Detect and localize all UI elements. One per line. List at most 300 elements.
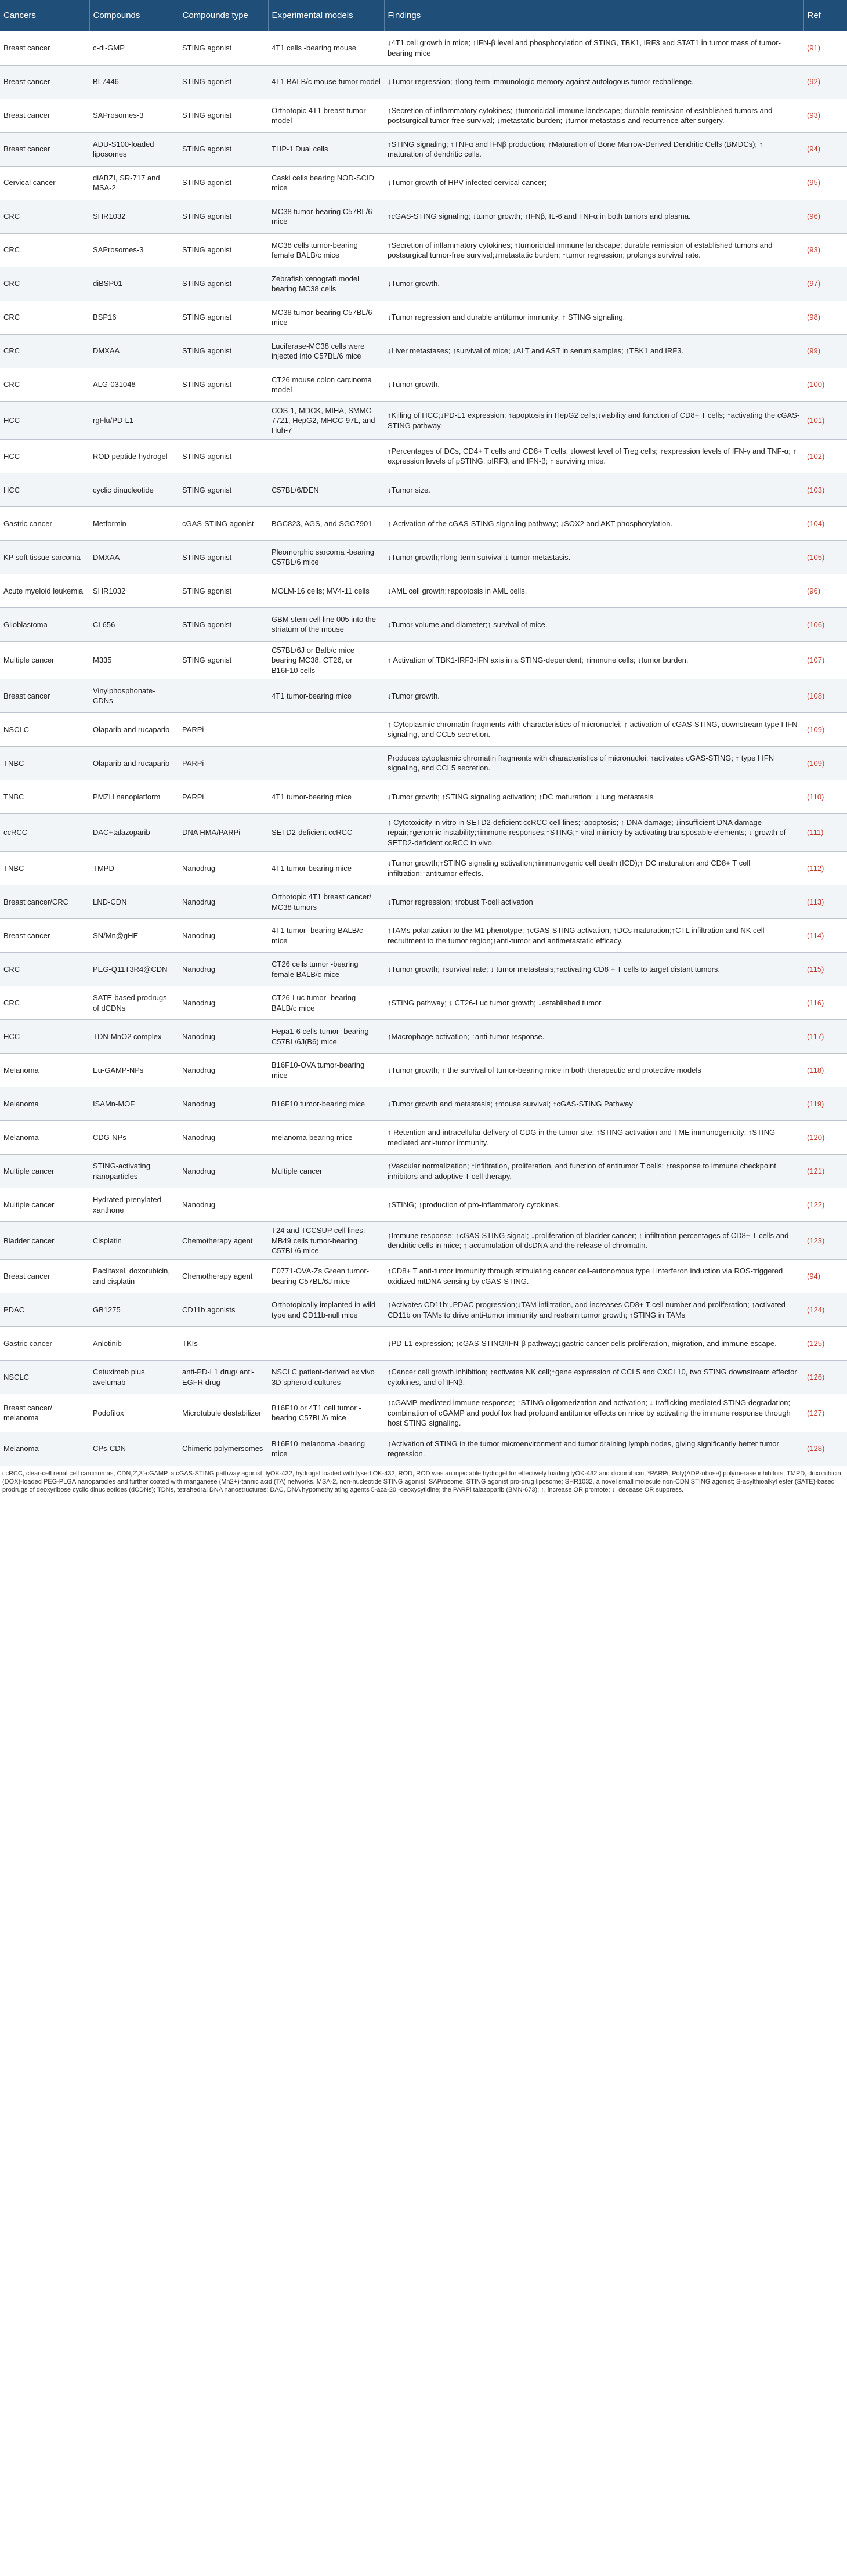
compound-cell: cyclic dinucleotide xyxy=(89,473,179,506)
findings-cell: ↑Killing of HCC;↓PD-L1 expression; ↑apoptosis in HepG2 cells;↓viability and function of CD8+ T cells; ↑activating the cGAS-STING pathway. xyxy=(384,401,803,439)
reference-link[interactable]: (125) xyxy=(803,1327,847,1361)
experimental-model-cell xyxy=(268,712,384,746)
cancer-cell: HCC xyxy=(0,473,89,506)
findings-cell: ↓Tumor size. xyxy=(384,473,803,506)
experimental-model-cell: MC38 tumor-bearing C57BL/6 mice xyxy=(268,301,384,334)
cancer-cell: TNBC xyxy=(0,780,89,813)
reference-link[interactable]: (96) xyxy=(803,574,847,607)
cancer-cell: Multiple cancer xyxy=(0,641,89,679)
experimental-model-cell: Orthotopic 4T1 breast cancer/ MC38 tumors xyxy=(268,885,384,919)
compound-type-cell: cGAS-STING agonist xyxy=(179,506,268,540)
table-row xyxy=(0,166,847,200)
table-row xyxy=(0,233,847,267)
findings-cell: ↑Immune response; ↑cGAS-STING signal; ↓proliferation of bladder cancer; ↑ infiltration percentages of CD8+ T cells and dendritic cells in mice; ↑ accumulation of dsDNA and the release of chromatin. xyxy=(384,1222,803,1260)
findings-cell: ↑ Cytoplasmic chromatin fragments with characteristics of micronuclei; ↑ activation of cGAS-STING, downstream type I IFN signaling, and CCL5 secretion. xyxy=(384,712,803,746)
compound-cell: ROD peptide hydrogel xyxy=(89,439,179,473)
reference-link[interactable]: (104) xyxy=(803,506,847,540)
compound-cell: ALG-031048 xyxy=(89,368,179,401)
experimental-model-cell: 4T1 tumor-bearing mice xyxy=(268,679,384,712)
cancer-cell: HCC xyxy=(0,1020,89,1054)
compound-type-cell: STING agonist xyxy=(179,99,268,132)
cancer-cell: Melanoma xyxy=(0,1432,89,1466)
findings-cell: ↓Tumor growth of HPV-infected cervical cancer; xyxy=(384,166,803,200)
compound-cell: TMPD xyxy=(89,852,179,885)
findings-cell: ↑ Activation of TBK1-IRF3-IFN axis in a STING-dependent; ↑immune cells; ↓tumor burden. xyxy=(384,641,803,679)
findings-cell: ↓Tumor growth; ↑ the survival of tumor-bearing mice in both therapeutic and protective models xyxy=(384,1054,803,1087)
compound-type-cell: STING agonist xyxy=(179,132,268,166)
experimental-model-cell: MOLM-16 cells; MV4-11 cells xyxy=(268,574,384,607)
cancer-cell: PDAC xyxy=(0,1293,89,1327)
findings-cell: ↓Tumor regression; ↑long-term immunologic memory against autologous tumor rechallenge. xyxy=(384,65,803,99)
compound-cell: DMXAA xyxy=(89,334,179,368)
cancer-cell: CRC xyxy=(0,986,89,1020)
cancer-cell: ccRCC xyxy=(0,813,89,851)
experimental-model-cell: 4T1 tumor-bearing mice xyxy=(268,780,384,813)
experimental-model-cell: 4T1 cells -bearing mouse xyxy=(268,31,384,65)
reference-link[interactable]: (105) xyxy=(803,540,847,574)
cancer-cell: Melanoma xyxy=(0,1087,89,1121)
compound-cell: CL656 xyxy=(89,607,179,641)
cancer-cell: Melanoma xyxy=(0,1121,89,1155)
header-experimental-models: Experimental models xyxy=(268,0,384,31)
reference-link[interactable]: (96) xyxy=(803,200,847,233)
compound-type-cell: Microtubule destabilizer xyxy=(179,1394,268,1432)
reference-link[interactable]: (113) xyxy=(803,885,847,919)
cancer-cell: Gastric cancer xyxy=(0,1327,89,1361)
experimental-model-cell: B16F10-OVA tumor-bearing mice xyxy=(268,1054,384,1087)
findings-cell: ↑CD8+ T anti-tumor immunity through stimulating cancer cell-autonomous type I interferon induction via ROS-triggered oxidized mtDNA sensing by cGAS-STING. xyxy=(384,1260,803,1293)
reference-link[interactable]: (100) xyxy=(803,368,847,401)
table-row xyxy=(0,473,847,506)
experimental-model-cell: MC38 tumor-bearing C57BL/6 mice xyxy=(268,200,384,233)
table-row xyxy=(0,65,847,99)
reference-link[interactable]: (101) xyxy=(803,401,847,439)
experimental-model-cell: 4T1 tumor -bearing BALB/c mice xyxy=(268,919,384,953)
reference-link[interactable]: (94) xyxy=(803,132,847,166)
experimental-model-cell: E0771-OVA-Zs Green tumor-bearing C57BL/6J mice xyxy=(268,1260,384,1293)
experimental-model-cell: Zebrafish xenograft model bearing MC38 cells xyxy=(268,267,384,301)
compound-cell: rgFlu/PD-L1 xyxy=(89,401,179,439)
findings-cell: ↓Tumor regression; ↑robust T-cell activation xyxy=(384,885,803,919)
compound-cell: Paclitaxel, doxorubicin, and cisplatin xyxy=(89,1260,179,1293)
table-row xyxy=(0,1293,847,1327)
experimental-model-cell: CT26 mouse colon carcinoma model xyxy=(268,368,384,401)
compound-cell: diABZI, SR-717 and MSA-2 xyxy=(89,166,179,200)
experimental-model-cell: BGC823, AGS, and SGC7901 xyxy=(268,506,384,540)
reference-link[interactable]: (93) xyxy=(803,233,847,267)
reference-link[interactable]: (122) xyxy=(803,1188,847,1222)
table-row xyxy=(0,99,847,132)
compound-type-cell: Nanodrug xyxy=(179,953,268,986)
findings-cell: ↑Activation of STING in the tumor microenvironment and tumor draining lymph nodes, giving significantly better tumor regression. xyxy=(384,1432,803,1466)
compound-type-cell: Nanodrug xyxy=(179,1121,268,1155)
experimental-model-cell: THP-1 Dual cells xyxy=(268,132,384,166)
findings-cell: ↑ Retention and intracellular delivery of CDG in the tumor site; ↑STING activation and TME immunogenicity; ↑STING-mediated anti-tumor immunity. xyxy=(384,1121,803,1155)
experimental-model-cell: CT26-Luc tumor -bearing BALB/c mice xyxy=(268,986,384,1020)
experimental-model-cell: melanoma-bearing mice xyxy=(268,1121,384,1155)
reference-link[interactable]: (94) xyxy=(803,1260,847,1293)
table-row xyxy=(0,540,847,574)
findings-cell: ↓Tumor regression and durable antitumor immunity; ↑ STING signaling. xyxy=(384,301,803,334)
reference-link[interactable]: (97) xyxy=(803,267,847,301)
cancer-cell: Breast cancer xyxy=(0,65,89,99)
findings-cell: ↓Tumor growth;↑STING signaling activation;↑immunogenic cell death (ICD);↑ DC maturation and CD8+ T cell infiltration;↑antitumor effects. xyxy=(384,852,803,885)
cancer-cell: CRC xyxy=(0,200,89,233)
compound-cell: DAC+talazoparib xyxy=(89,813,179,851)
table-row xyxy=(0,439,847,473)
compound-type-cell: STING agonist xyxy=(179,31,268,65)
findings-cell: ↑Activates CD11b;↓PDAC progression;↓TAM infiltration, and increases CD8+ T cell number and proliferation; ↑activated CD11b on TAMs to drive anti-tumor immunity and restrain tumor growth; ↑STING in TAMs xyxy=(384,1293,803,1327)
table-row xyxy=(0,780,847,813)
table-row xyxy=(0,1327,847,1361)
reference-link[interactable]: (108) xyxy=(803,679,847,712)
cancer-cell: CRC xyxy=(0,233,89,267)
compound-cell: c-di-GMP xyxy=(89,31,179,65)
compound-type-cell: STING agonist xyxy=(179,233,268,267)
table-row xyxy=(0,1121,847,1155)
cancer-cell: NSCLC xyxy=(0,712,89,746)
reference-link[interactable]: (92) xyxy=(803,65,847,99)
findings-cell: ↑TAMs polarization to the M1 phenotype; ↑cGAS-STING activation; ↑DCs maturation;↑CTL infiltration and NK cell recruitment to the tumor region;↑anti-tumor and antimetastatic efficacy. xyxy=(384,919,803,953)
findings-cell: ↑ Activation of the cGAS-STING signaling pathway; ↓SOX2 and AKT phosphorylation. xyxy=(384,506,803,540)
compound-type-cell: STING agonist xyxy=(179,607,268,641)
cancer-cell: HCC xyxy=(0,439,89,473)
compound-cell: CPs-CDN xyxy=(89,1432,179,1466)
cancer-cell: CRC xyxy=(0,334,89,368)
table-footnote: ccRCC, clear-cell renal cell carcinomas; CDN,2',3'-cGAMP, a cGAS-STING pathway agonist; lyOK-432, hydrogel loaded with lysed OK-432; ROD, ROD was an injectable hydrogel for effectively loading lyOK-432 and doxorubicin; *PARPi, Poly(ADP-ribose) polymerase inhibitors; TMPD, doxorubicin (DOX)-loaded PEG-PLGA nanoparticles and further coated with manganese (Mn2+)-tannic acid (TA) networks. MSA-2, non-nucleotide STING agonist; SAProsome, STING agonist pro-drug liposome; SHR1032, a novel small molecule non-CDN STING agonist; S-acylthioalkyl ester (SATE)-based prodrugs of deoxyribose cyclic dinucleotides (dCDNs); TDNs, tetrahedral DNA nanostructures; DAC, DNA hypomethylating agents 5-aza-20 -deoxycytidine; the PARPi talazoparib (BMN-673); ↑, increase OR promote; ↓, decease OR suppress. xyxy=(2,1470,841,1494)
compound-type-cell: Nanodrug xyxy=(179,919,268,953)
compound-cell: STING-activating nanoparticles xyxy=(89,1155,179,1188)
findings-cell: ↓4T1 cell growth in mice; ↑IFN-β level and phosphorylation of STING, TBK1, IRF3 and STAT1 in tumor mass of tumor-bearing mice xyxy=(384,31,803,65)
compound-cell: GB1275 xyxy=(89,1293,179,1327)
cancer-cell: Breast cancer xyxy=(0,31,89,65)
reference-link[interactable]: (119) xyxy=(803,1087,847,1121)
experimental-model-cell xyxy=(268,746,384,780)
experimental-model-cell: C57BL/6J or Balb/c mice bearing MC38, CT26, or B16F10 cells xyxy=(268,641,384,679)
findings-cell: ↑STING pathway; ↓ CT26-Luc tumor growth; ↓established tumor. xyxy=(384,986,803,1020)
compound-type-cell: STING agonist xyxy=(179,166,268,200)
reference-link[interactable]: (120) xyxy=(803,1121,847,1155)
findings-cell: ↓Tumor growth; ↑STING signaling activation; ↑DC maturation; ↓ lung metastasis xyxy=(384,780,803,813)
experimental-model-cell xyxy=(268,1188,384,1222)
cancer-cell: Breast cancer xyxy=(0,679,89,712)
experimental-model-cell: Caski cells bearing NOD-SCID mice xyxy=(268,166,384,200)
cancer-cell: Melanoma xyxy=(0,1054,89,1087)
experimental-model-cell: CT26 cells tumor -bearing female BALB/c mice xyxy=(268,953,384,986)
compound-cell: Anlotinib xyxy=(89,1327,179,1361)
compound-type-cell: STING agonist xyxy=(179,267,268,301)
table-row xyxy=(0,1260,847,1293)
compound-type-cell: Chemotherapy agent xyxy=(179,1222,268,1260)
compound-cell: DMXAA xyxy=(89,540,179,574)
experimental-model-cell: COS-1, MDCK, MIHA, SMMC-7721, HepG2, MHCC-97L, and Huh-7 xyxy=(268,401,384,439)
reference-link[interactable]: (127) xyxy=(803,1394,847,1432)
compound-type-cell: – xyxy=(179,401,268,439)
cancer-cell: HCC xyxy=(0,401,89,439)
reference-link[interactable]: (112) xyxy=(803,852,847,885)
cancer-cell: Breast cancer xyxy=(0,1260,89,1293)
table-row xyxy=(0,1394,847,1432)
table-row xyxy=(0,368,847,401)
compound-type-cell: Nanodrug xyxy=(179,1054,268,1087)
experimental-model-cell: B16F10 tumor-bearing mice xyxy=(268,1087,384,1121)
compound-type-cell: STING agonist xyxy=(179,574,268,607)
reference-link[interactable]: (121) xyxy=(803,1155,847,1188)
compound-cell: ISAMn-MOF xyxy=(89,1087,179,1121)
findings-cell: ↑STING; ↑production of pro-inflammatory cytokines. xyxy=(384,1188,803,1222)
reference-link[interactable]: (126) xyxy=(803,1361,847,1394)
table-row xyxy=(0,1087,847,1121)
table-row xyxy=(0,334,847,368)
experimental-model-cell: Hepa1-6 cells tumor -bearing C57BL/6J(B6) mice xyxy=(268,1020,384,1054)
reference-link[interactable]: (109) xyxy=(803,746,847,780)
cancer-cell: CRC xyxy=(0,301,89,334)
reference-link[interactable]: (109) xyxy=(803,712,847,746)
cancer-cell: Gastric cancer xyxy=(0,506,89,540)
reference-link[interactable]: (123) xyxy=(803,1222,847,1260)
compound-type-cell: CD11b agonists xyxy=(179,1293,268,1327)
table-row xyxy=(0,1222,847,1260)
findings-cell: ↓Tumor growth;↑long-term survival;↓ tumor metastasis. xyxy=(384,540,803,574)
experimental-model-cell: MC38 cells tumor-bearing female BALB/c mice xyxy=(268,233,384,267)
compound-type-cell: Nanodrug xyxy=(179,1020,268,1054)
cancer-cell: NSCLC xyxy=(0,1361,89,1394)
table-row xyxy=(0,31,847,65)
findings-cell: ↑Cancer cell growth inhibition; ↑activates NK cell;↑gene expression of CCL5 and CXCL10, two STING downstream effector cytokines, and of IFNβ. xyxy=(384,1361,803,1394)
findings-cell: ↓PD-L1 expression; ↑cGAS-STING/IFN-β pathway;↓gastric cancer cells proliferation, migration, and immune escape. xyxy=(384,1327,803,1361)
compound-type-cell: STING agonist xyxy=(179,540,268,574)
reference-link[interactable]: (93) xyxy=(803,99,847,132)
table-row xyxy=(0,813,847,851)
experimental-model-cell: Orthotopic 4T1 breast tumor model xyxy=(268,99,384,132)
findings-cell: ↑Macrophage activation; ↑anti-tumor response. xyxy=(384,1020,803,1054)
cancer-cell: CRC xyxy=(0,267,89,301)
cancer-cell: Breast cancer/CRC xyxy=(0,885,89,919)
compound-cell: SN/Mn@gHE xyxy=(89,919,179,953)
findings-cell: ↓Tumor growth. xyxy=(384,368,803,401)
compound-cell: Olaparib and rucaparib xyxy=(89,712,179,746)
reference-link[interactable]: (128) xyxy=(803,1432,847,1466)
table-row xyxy=(0,1432,847,1466)
reference-link[interactable]: (118) xyxy=(803,1054,847,1087)
table-row xyxy=(0,1155,847,1188)
cancer-cell: CRC xyxy=(0,368,89,401)
compound-cell: SATE-based prodrugs of dCDNs xyxy=(89,986,179,1020)
compound-cell: Cisplatin xyxy=(89,1222,179,1260)
experimental-model-cell: SETD2-deficient ccRCC xyxy=(268,813,384,851)
compound-type-cell: STING agonist xyxy=(179,641,268,679)
cancer-cell: Glioblastoma xyxy=(0,607,89,641)
findings-cell: ↓Tumor volume and diameter;↑ survival of mice. xyxy=(384,607,803,641)
compound-cell: LND-CDN xyxy=(89,885,179,919)
findings-cell: ↑Vascular normalization; ↑infiltration, proliferation, and function of antitumor T cells; ↑response to immune checkpoint inhibitors and adoptive T cell therapy. xyxy=(384,1155,803,1188)
compound-cell: SAProsomes-3 xyxy=(89,233,179,267)
findings-cell: ↓Liver metastases; ↑survival of mice; ↓ALT and AST in serum samples; ↑TBK1 and IRF3. xyxy=(384,334,803,368)
compound-type-cell xyxy=(179,679,268,712)
compound-cell: BI 7446 xyxy=(89,65,179,99)
compound-type-cell: Nanodrug xyxy=(179,1087,268,1121)
compound-type-cell: PARPi xyxy=(179,780,268,813)
reference-link[interactable]: (95) xyxy=(803,166,847,200)
table-row xyxy=(0,1020,847,1054)
compound-type-cell: Chimeric polymersomes xyxy=(179,1432,268,1466)
cancer-cell: TNBC xyxy=(0,746,89,780)
compound-cell: PEG-Q11T3R4@CDN xyxy=(89,953,179,986)
compound-type-cell: Nanodrug xyxy=(179,1155,268,1188)
compound-cell: PMZH nanoplatform xyxy=(89,780,179,813)
table-row xyxy=(0,986,847,1020)
reference-link[interactable]: (102) xyxy=(803,439,847,473)
compound-type-cell: Nanodrug xyxy=(179,852,268,885)
reference-link[interactable]: (99) xyxy=(803,334,847,368)
findings-cell: ↓Tumor growth and metastasis; ↑mouse survival; ↑cGAS-STING Pathway xyxy=(384,1087,803,1121)
table-row xyxy=(0,607,847,641)
findings-cell: ↑Secretion of inflammatory cytokines; ↑tumoricidal immune landscape; durable remission of established tumors and postsurgical tumor-free survival;↓metastatic burden; ↑tumor regression; prolongs survival rate. xyxy=(384,233,803,267)
cancer-cell: TNBC xyxy=(0,852,89,885)
reference-link[interactable]: (117) xyxy=(803,1020,847,1054)
experimental-model-cell: NSCLC patient-derived ex vivo 3D spheroid cultures xyxy=(268,1361,384,1394)
compound-type-cell: Nanodrug xyxy=(179,1188,268,1222)
compound-type-cell: DNA HMA/PARPi xyxy=(179,813,268,851)
cancer-cell: Breast cancer/ melanoma xyxy=(0,1394,89,1432)
reference-link[interactable]: (114) xyxy=(803,919,847,953)
compound-type-cell: Nanodrug xyxy=(179,986,268,1020)
cancer-cell: Breast cancer xyxy=(0,919,89,953)
cancer-cell: Multiple cancer xyxy=(0,1155,89,1188)
compound-type-cell: STING agonist xyxy=(179,473,268,506)
table-row xyxy=(0,574,847,607)
compound-type-cell: STING agonist xyxy=(179,301,268,334)
experimental-model-cell xyxy=(268,1327,384,1361)
table-row xyxy=(0,401,847,439)
findings-cell: ↑ Cytotoxicity in vitro in SETD2-deficient ccRCC cell lines;↑apoptosis; ↑ DNA damage; ↓insufficient DNA damage repair;↑genomic instability;↑immune responses;↑STING;↑ viral mimicry by activating transposable elements; ↓ growth of SETD2-deficient ccRCC in vivo. xyxy=(384,813,803,851)
experimental-model-cell: B16F10 or 4T1 cell tumor -bearing C57BL/6 mice xyxy=(268,1394,384,1432)
compound-cell: Hydrated-prenylated xanthone xyxy=(89,1188,179,1222)
cancer-cell: KP soft tissue sarcoma xyxy=(0,540,89,574)
experimental-model-cell: T24 and TCCSUP cell lines; MB49 cells tumor-bearing C57BL/6 mice xyxy=(268,1222,384,1260)
findings-cell: ↑STING signaling; ↑TNFα and IFNβ production; ↑Maturation of Bone Marrow-Derived Dendritic Cells (BMDCs); ↑ maturation of dendritic cells. xyxy=(384,132,803,166)
findings-cell: ↓AML cell growth;↑apoptosis in AML cells. xyxy=(384,574,803,607)
header-cancers: Cancers xyxy=(0,0,89,31)
header-findings: Findings xyxy=(384,0,803,31)
header-ref: Ref xyxy=(803,0,847,31)
experimental-model-cell: 4T1 BALB/c mouse tumor model xyxy=(268,65,384,99)
compound-cell: SHR1032 xyxy=(89,200,179,233)
table-row xyxy=(0,852,847,885)
table-row xyxy=(0,267,847,301)
compound-cell: SHR1032 xyxy=(89,574,179,607)
cancer-cell: Acute myeloid leukemia xyxy=(0,574,89,607)
table-body xyxy=(0,31,847,1466)
compound-type-cell: anti-PD-L1 drug/ anti-EGFR drug xyxy=(179,1361,268,1394)
cancer-cell: Multiple cancer xyxy=(0,1188,89,1222)
compound-type-cell: STING agonist xyxy=(179,439,268,473)
findings-cell: ↑Secretion of inflammatory cytokines; ↑tumoricidal immune landscape; durable remission of established tumors and postsurgical tumor-free survival; ↓metastatic burden; ↓tumor metastasis and recurrence after surgery. xyxy=(384,99,803,132)
compound-cell: SAProsomes-3 xyxy=(89,99,179,132)
table-row xyxy=(0,919,847,953)
table-row xyxy=(0,953,847,986)
findings-cell: ↓Tumor growth. xyxy=(384,679,803,712)
compound-cell: ADU-S100-loaded liposomes xyxy=(89,132,179,166)
experimental-model-cell: C57BL/6/DEN xyxy=(268,473,384,506)
table-row xyxy=(0,1188,847,1222)
experimental-model-cell: Luciferase-MC38 cells were injected into C57BL/6 mice xyxy=(268,334,384,368)
compound-type-cell: PARPi xyxy=(179,746,268,780)
table-row xyxy=(0,885,847,919)
findings-cell: ↓Tumor growth; ↑survival rate; ↓ tumor metastasis;↑activating CD8 + T cells to target distant tumors. xyxy=(384,953,803,986)
compound-cell: M335 xyxy=(89,641,179,679)
compound-type-cell: Nanodrug xyxy=(179,885,268,919)
reference-link[interactable]: (110) xyxy=(803,780,847,813)
compound-cell: Cetuximab plus avelumab xyxy=(89,1361,179,1394)
compound-cell: Podofilox xyxy=(89,1394,179,1432)
findings-cell: ↓Tumor growth. xyxy=(384,267,803,301)
compound-cell: CDG-NPs xyxy=(89,1121,179,1155)
compound-type-cell: Chemotherapy agent xyxy=(179,1260,268,1293)
table-row xyxy=(0,1054,847,1087)
experimental-model-cell xyxy=(268,439,384,473)
header-row xyxy=(0,0,847,31)
table-header xyxy=(0,0,847,31)
experimental-model-cell: Pleomorphic sarcoma -bearing C57BL/6 mice xyxy=(268,540,384,574)
findings-cell: ↑cGAMP-mediated immune response; ↑STING oligomerization and activation; ↓ trafficking-mediated STING degradation; combination of cGAMP and podofilox had profound antitumor effects on mice by activating the immune response through host STING signaling. xyxy=(384,1394,803,1432)
compound-cell: Eu-GAMP-NPs xyxy=(89,1054,179,1087)
compound-cell: Metformin xyxy=(89,506,179,540)
experimental-model-cell: B16F10 melanoma -bearing mice xyxy=(268,1432,384,1466)
compound-cell: BSP16 xyxy=(89,301,179,334)
compound-cell: Olaparib and rucaparib xyxy=(89,746,179,780)
table-row xyxy=(0,746,847,780)
table-row xyxy=(0,679,847,712)
table-row xyxy=(0,641,847,679)
cancer-cell: Bladder cancer xyxy=(0,1222,89,1260)
compound-cell: Vinylphosphonate-CDNs xyxy=(89,679,179,712)
table-row xyxy=(0,132,847,166)
cancer-cell: CRC xyxy=(0,953,89,986)
reference-link[interactable]: (111) xyxy=(803,813,847,851)
findings-cell: ↑cGAS-STING signaling; ↓tumor growth; ↑IFNβ, IL-6 and TNFα in both tumors and plasma. xyxy=(384,200,803,233)
compound-type-cell: STING agonist xyxy=(179,200,268,233)
table-row xyxy=(0,200,847,233)
reference-link[interactable]: (103) xyxy=(803,473,847,506)
table-row xyxy=(0,506,847,540)
compound-type-cell: PARPi xyxy=(179,712,268,746)
cancer-cell: Breast cancer xyxy=(0,132,89,166)
header-compounds-type: Compounds type xyxy=(179,0,268,31)
table-row xyxy=(0,712,847,746)
experimental-model-cell: Orthotopically implanted in wild type and CD11b-null mice xyxy=(268,1293,384,1327)
compound-type-cell: STING agonist xyxy=(179,368,268,401)
reference-link[interactable]: (98) xyxy=(803,301,847,334)
experimental-model-cell: 4T1 tumor-bearing mice xyxy=(268,852,384,885)
reference-link[interactable]: (106) xyxy=(803,607,847,641)
findings-cell: ↑Percentages of DCs, CD4+ T cells and CD8+ T cells; ↓lowest level of Treg cells; ↑expression levels of IFN-γ and TNF-α; ↑ expression levels of pSTING, pIRF3, and IFN-β; ↑ surviving mice. xyxy=(384,439,803,473)
table-row xyxy=(0,1361,847,1394)
compound-type-cell: STING agonist xyxy=(179,334,268,368)
reference-link[interactable]: (115) xyxy=(803,953,847,986)
findings-cell: Produces cytoplasmic chromatin fragments with characteristics of micronuclei; ↑activates cGAS-STING; ↑ type I IFN signaling, and CCL5 secretion. xyxy=(384,746,803,780)
compound-type-cell: TKIs xyxy=(179,1327,268,1361)
table-row xyxy=(0,301,847,334)
reference-link[interactable]: (91) xyxy=(803,31,847,65)
experimental-model-cell: GBM stem cell line 005 into the striatum of the mouse xyxy=(268,607,384,641)
compound-cell: diBSP01 xyxy=(89,267,179,301)
reference-link[interactable]: (107) xyxy=(803,641,847,679)
reference-link[interactable]: (124) xyxy=(803,1293,847,1327)
cancer-cell: Cervical cancer xyxy=(0,166,89,200)
compound-cell: TDN-MnO2 complex xyxy=(89,1020,179,1054)
reference-link[interactable]: (116) xyxy=(803,986,847,1020)
